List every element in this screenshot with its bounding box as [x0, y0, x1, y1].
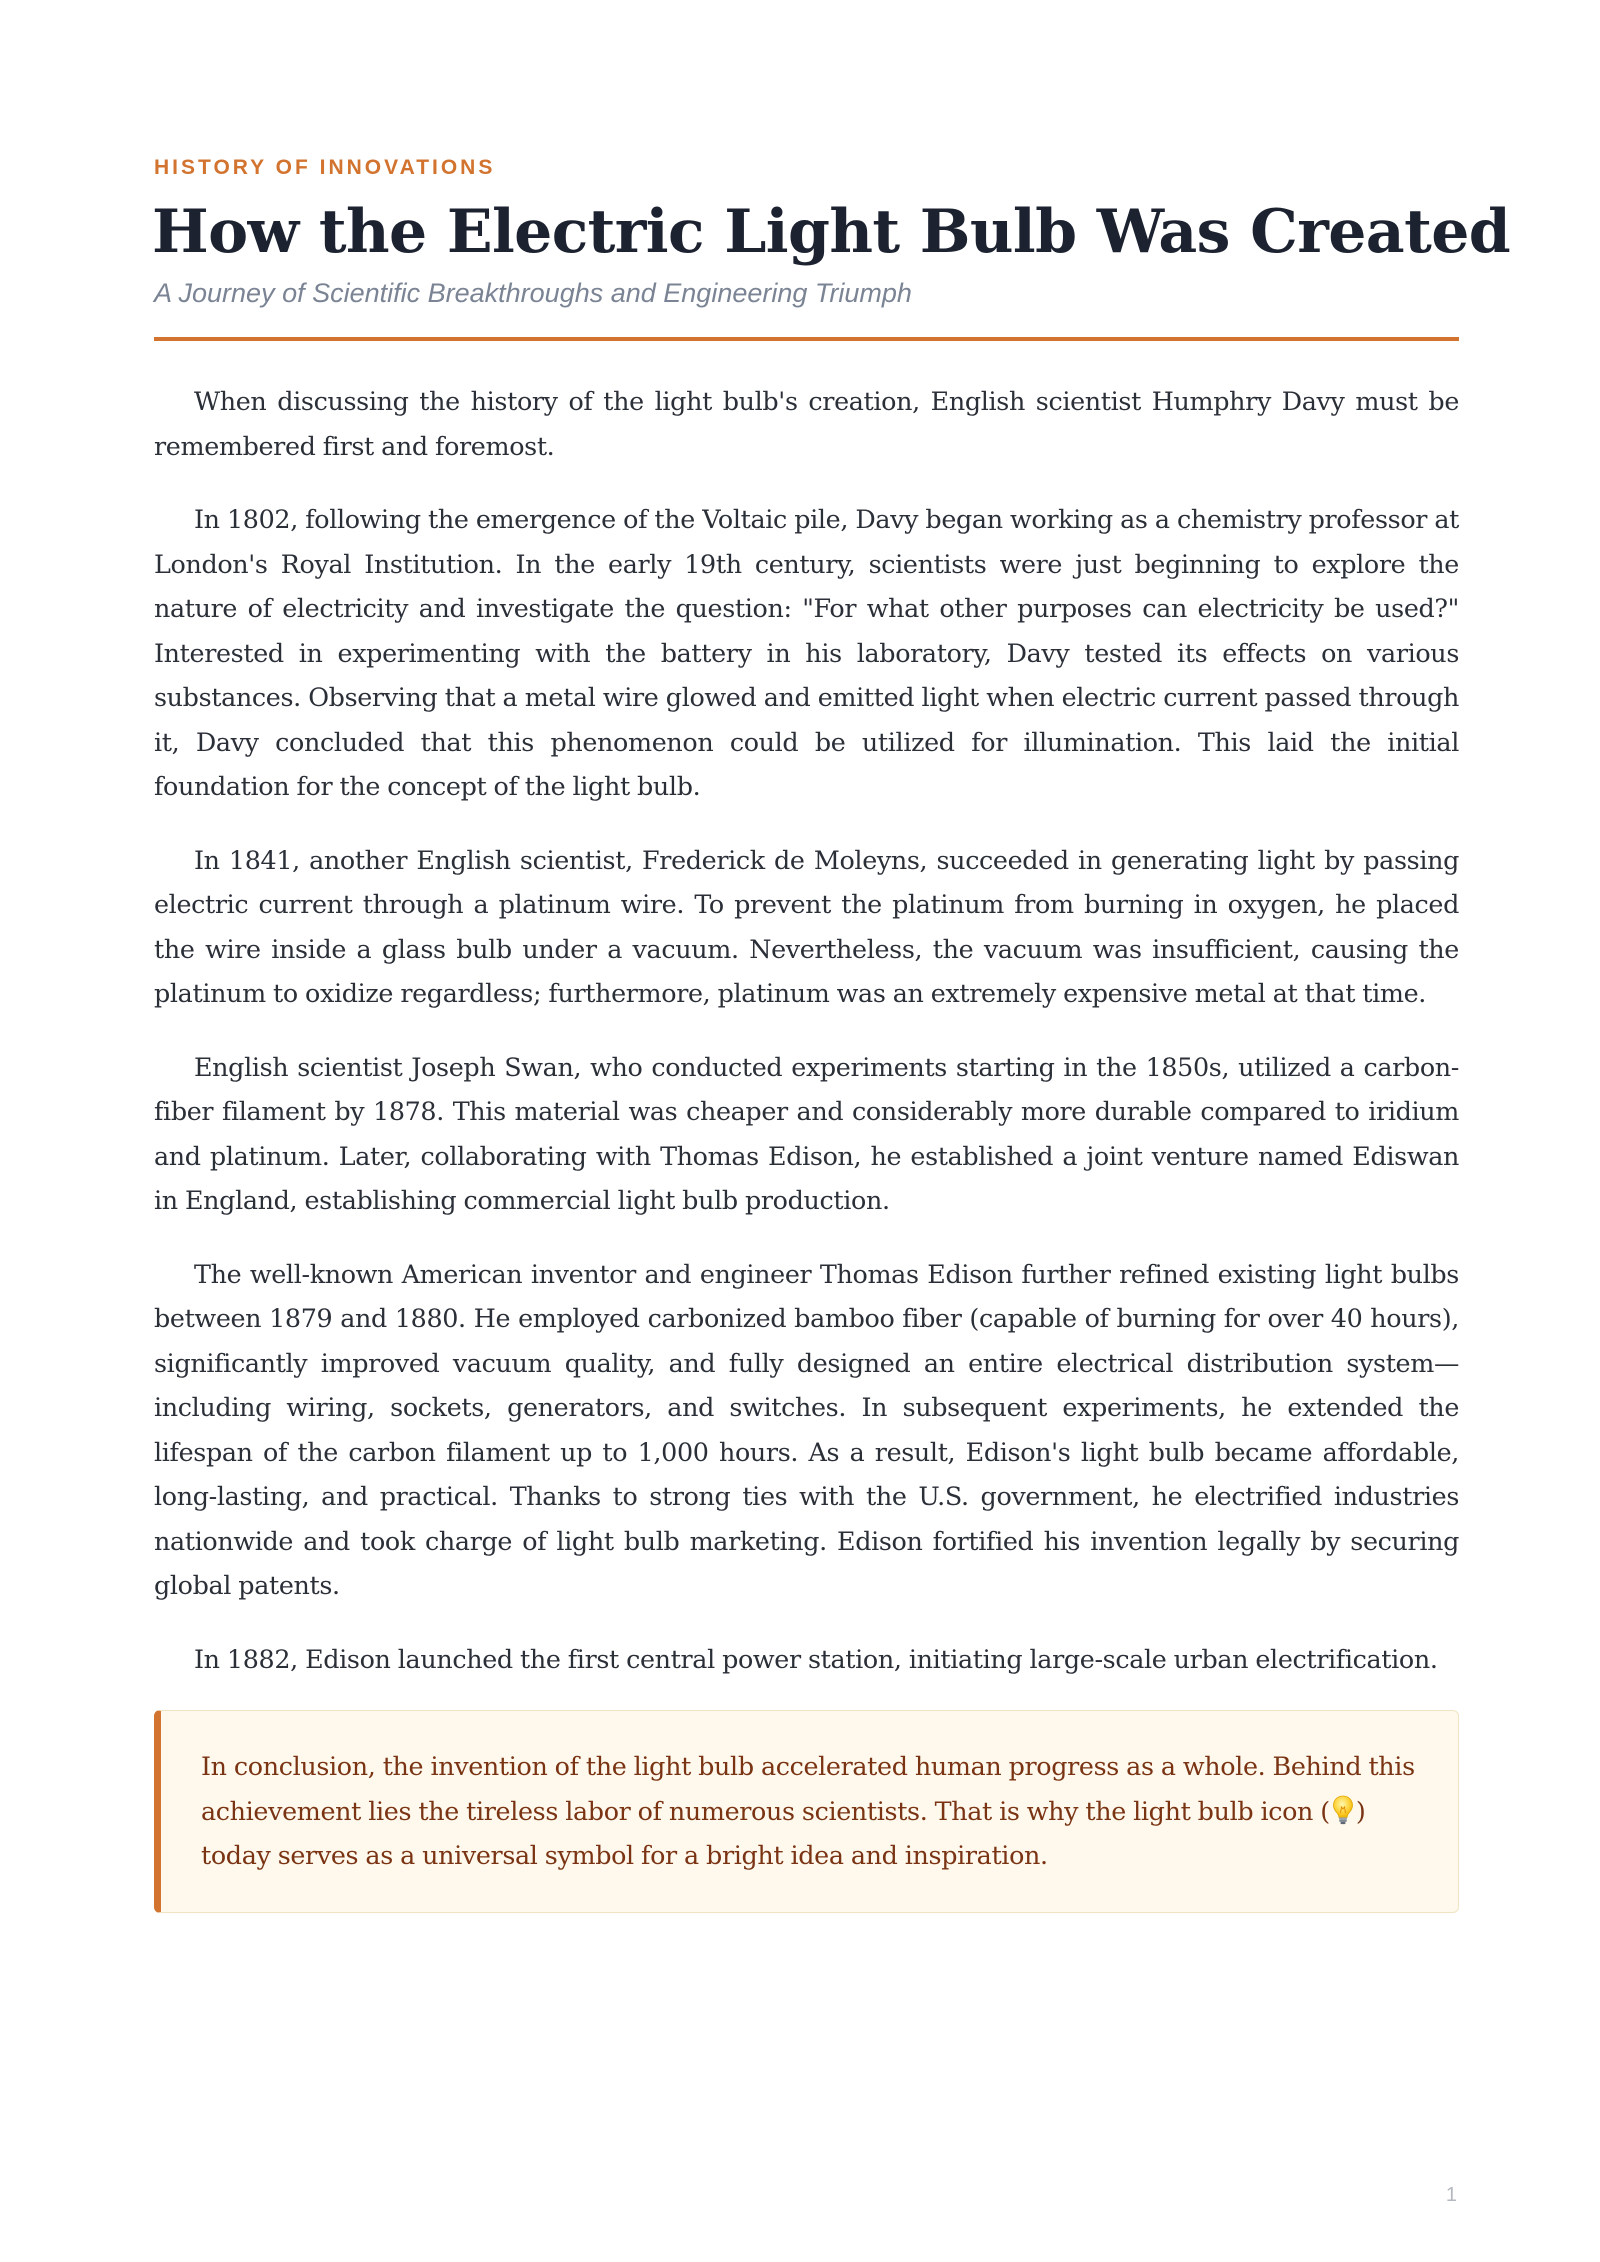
light-bulb-icon [1332, 1795, 1354, 1825]
callout-text-start: In conclusion, the invention of the light bulb accelerated human progress as a whole. Behind this achievement lies the tireless labor of numerous scientists. That is why the light bulb icon ( [201, 1751, 1415, 1826]
paragraph-swan: English scientist Joseph Swan, who conducted experiments starting in the 1850s, utilized a carbon-fiber filament by 1878. This material was cheaper and considerably more durable compared to iridium and platinum. Later, collaborating with Thomas Edison, he established a joint venture named Ediswan in England, establishing commercial light bulb production. [154, 1051, 1459, 1215]
page-title: How the Electric Light Bulb Was Created [152, 197, 1511, 267]
paragraph-edison: The well-known American inventor and engineer Thomas Edison further refined existing light bulbs between 1879 and 1880. He employed carbonized bamboo fiber (capable of burning for over 40 hours), significantly improved vacuum quality, and fully designed an entire electrical distribution system—including wiring, sockets, generators, and switches. In subsequent experiments, he extended the lifespan of the carbon filament up to 1,000 hours. As a result, Edison's light bulb became affordable, long-lasting, and practical. Thanks to strong ties with the U.S. government, he electrified industries nationwide and took charge of light bulb marketing. Edison fortified his invention legally by securing global patents. [154, 1258, 1459, 1600]
section-kicker: HISTORY OF INNOVATIONS [154, 156, 496, 179]
callout-text [201, 1744, 1418, 1878]
callout-text-end: ) today serves as a universal symbol for a bright idea and inspiration. [201, 1795, 1366, 1870]
paragraph-intro: When discussing the history of the light bulb's creation, English scientist Humphry Davy must be remembered first and foremost. [154, 386, 1459, 461]
article-body [154, 379, 1459, 1681]
document-page [152, 150, 1511, 1913]
paragraph-de-moleyns: In 1841, another English scientist, Frederick de Moleyns, succeeded in generating light by passing electric current through a platinum wire. To prevent the platinum from burning in oxygen, he placed the wire inside a glass bulb under a vacuum. Nevertheless, the vacuum was insufficient, causing the platinum to oxidize regardless; furthermore, platinum was an extremely expensive metal at that time. [154, 844, 1459, 1008]
header-divider [154, 337, 1459, 341]
page-subtitle: A Journey of Scientific Breakthroughs and Engineering Triumph [154, 278, 912, 308]
conclusion-callout [154, 1710, 1459, 1913]
paragraph-davy: In 1802, following the emergence of the Voltaic pile, Davy began working as a chemistry professor at London's Royal Institution. In the early 19th century, scientists were just beginning to explore the nature of electricity and investigate the question: "For what other purposes can electricity be used?" Interested in experimenting with the battery in his laboratory, Davy tested its effects on various substances. Observing that a metal wire glowed and emitted light when electric current passed through it, Davy concluded that this phenomenon could be utilized for illumination. This laid the initial foundation for the concept of the light bulb. [154, 504, 1459, 801]
paragraph-power-station: In 1882, Edison launched the first central power station, initiating large-scale urban electrification. [194, 1643, 1438, 1674]
page-number: 1 [1445, 2184, 1457, 2206]
